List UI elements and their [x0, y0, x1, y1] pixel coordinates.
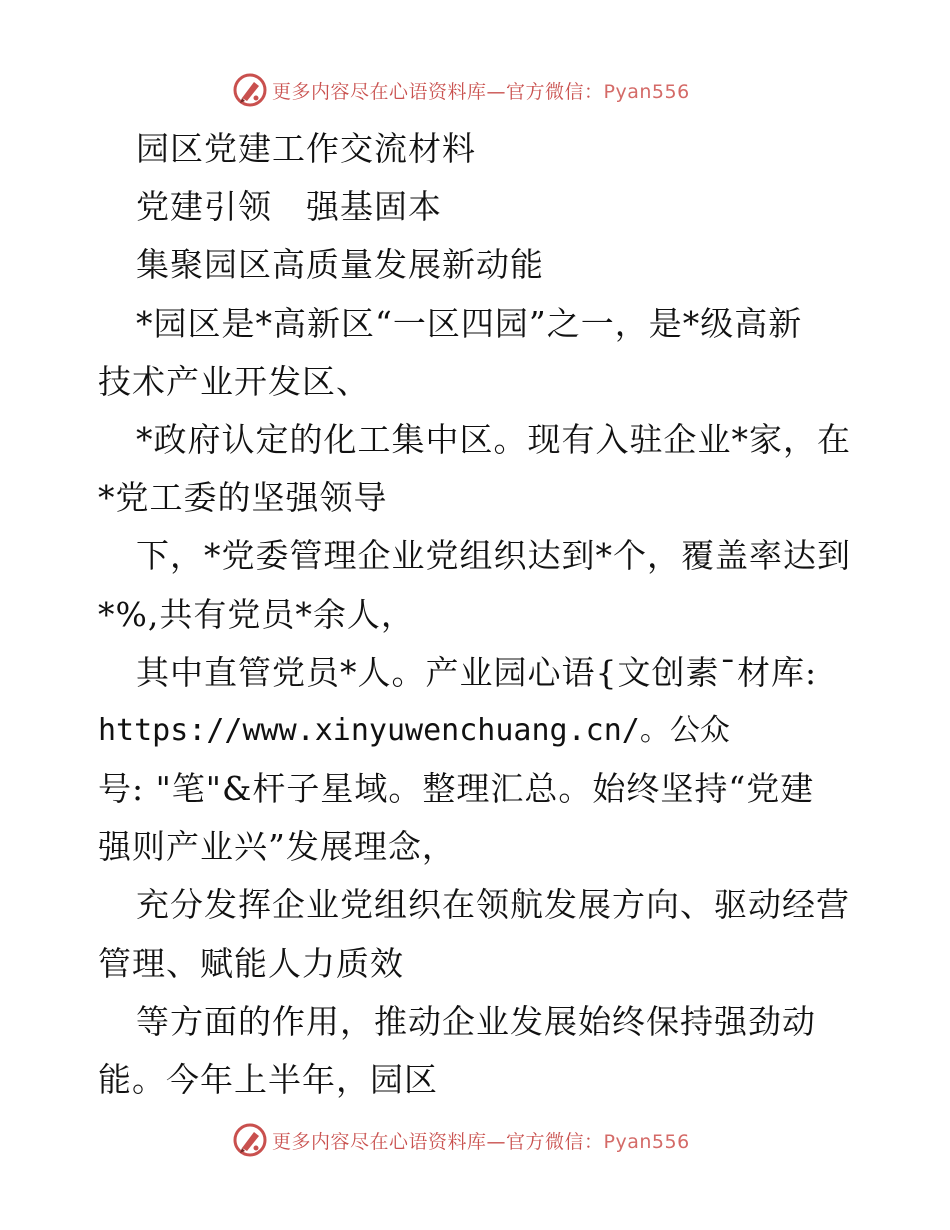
banner-text: 更多内容尽在心语资料库—官方微信：Pyan556 — [272, 1130, 690, 1153]
paragraph-line: 等方面的作用，推动企业发展始终保持强劲动 — [136, 1001, 816, 1041]
brush-pen-logo-icon — [232, 72, 268, 108]
paragraph-line: *园区是*高新区“一区四园”之一，是*级高新 — [136, 303, 803, 343]
paragraph-line: 能。今年上半年，园区 — [98, 1060, 438, 1099]
paragraph-line: *%,共有党员*余人， — [98, 594, 415, 634]
paragraph-line: 号: "笔"&杆子星域。整理汇总。始终坚持“党建 — [98, 769, 815, 809]
document-body — [98, 120, 858, 1109]
paragraph-line: 充分发挥企业党组织在领航发展方向、驱动经营 — [136, 885, 850, 925]
paragraph-line: 下，*党委管理企业党组织达到*个，覆盖率达到 — [136, 536, 851, 576]
footer-watermark-banner — [232, 1120, 690, 1160]
paragraph-line: 强则产业兴”发展理念， — [98, 827, 456, 867]
doc-title: 园区党建工作交流材料 — [136, 129, 476, 168]
paragraph-line: *政府认定的化工集中区。现有入驻企业*家，在 — [136, 419, 851, 459]
paragraph-line: 其中直管党员*人。产业园心语{文创素¯材库: — [136, 652, 818, 692]
header-watermark-banner — [232, 70, 690, 110]
paragraph-line: *党工委的坚强领导 — [98, 478, 388, 518]
paragraph-line: 技术产业开发区、 — [98, 361, 370, 401]
paragraph-line: 管理、赋能人力质效 — [98, 943, 404, 983]
wechat-id: Pyan556 — [603, 1130, 690, 1153]
paragraph-line-url: https://www.xinyuwenchuang.cn/。公众 — [98, 712, 730, 748]
doc-subtitle-2: 集聚园区高质量发展新动能 — [136, 245, 544, 285]
doc-subtitle-1: 党建引领 强基固本 — [136, 187, 442, 227]
brush-pen-logo-icon — [232, 1122, 268, 1158]
wechat-id: Pyan556 — [603, 80, 690, 103]
banner-text: 更多内容尽在心语资料库—官方微信：Pyan556 — [272, 80, 690, 103]
